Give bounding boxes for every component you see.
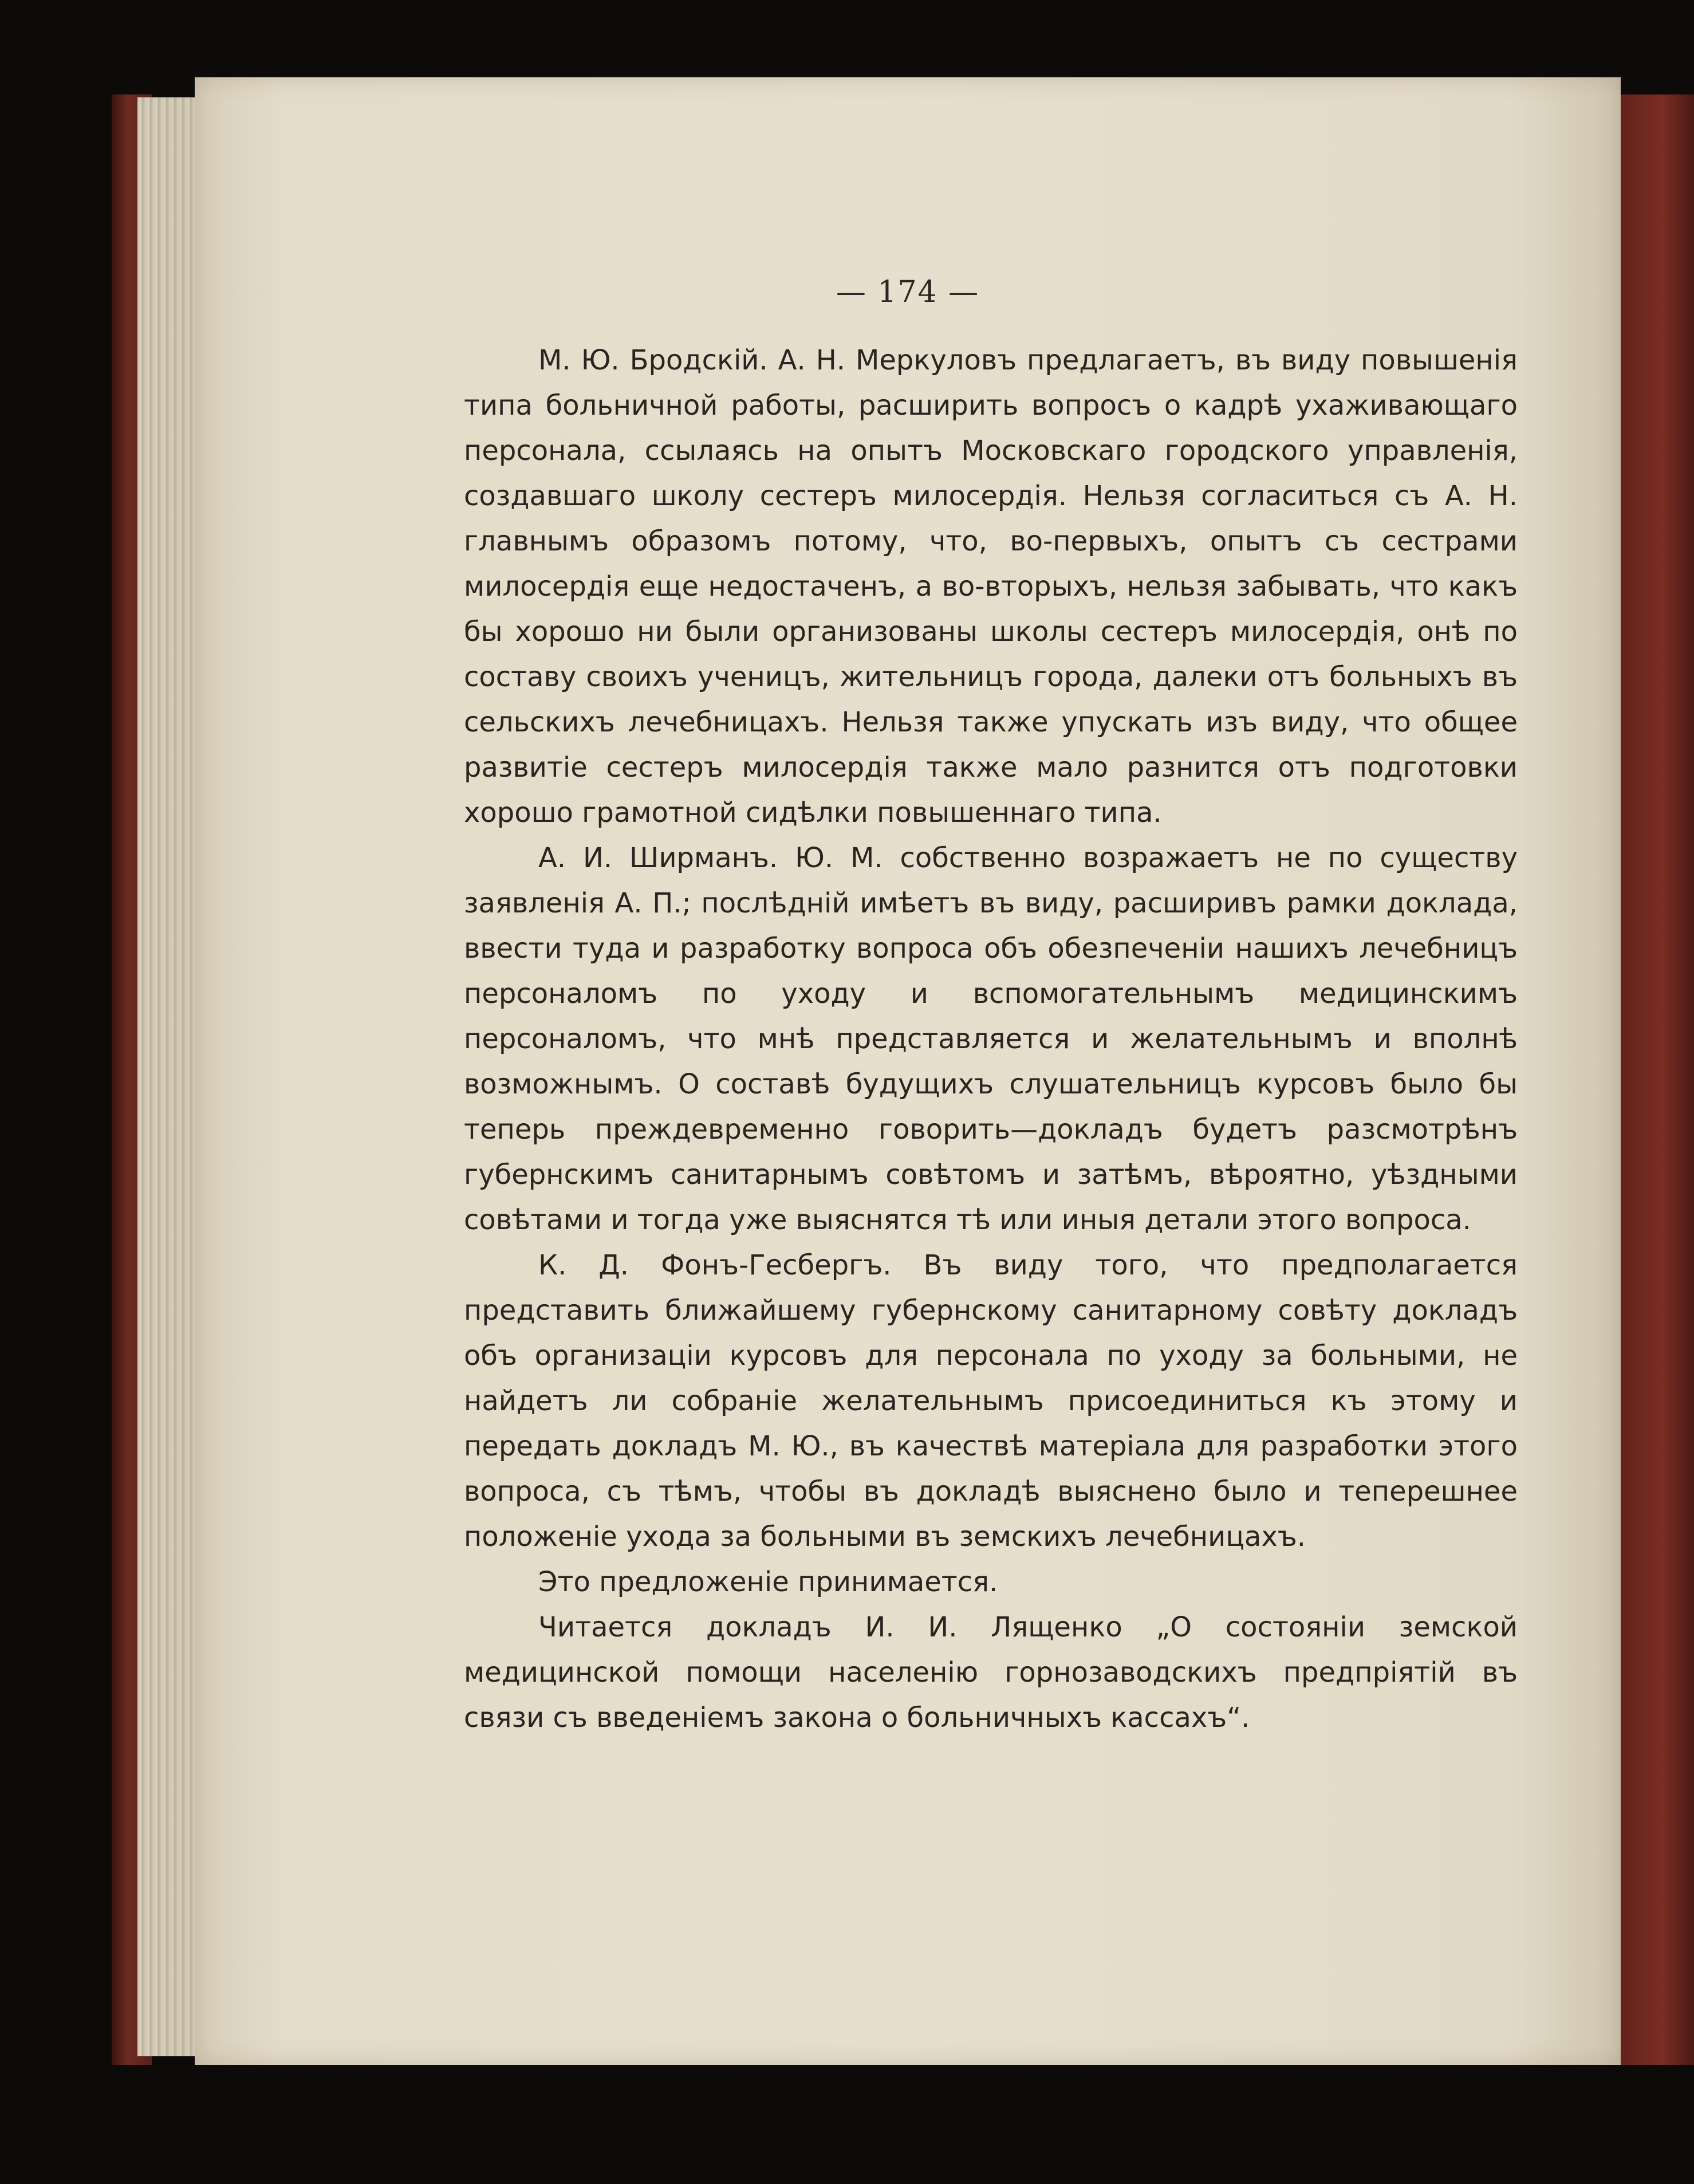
paragraph-report-reading: Читается докладъ И. И. Лященко „О состояніи земской медицинской помощи населенію горнозаводскихъ предпріятій въ связи съ введеніемъ закона о больничныхъ кассахъ“. (464, 1611, 1518, 1734)
book-cover-right (1615, 95, 1694, 2065)
page-text (464, 338, 1518, 1741)
paragraph-shirman: А. И. Ширманъ. Ю. М. собственно возражаетъ не по существу заявленія А. П.; послѣдній имѣетъ въ виду, расширивъ рамки доклада, ввести туда и разработку вопроса объ обезпеченіи нашихъ лечебницъ персоналомъ по уходу и вспомогательнымъ медицинскимъ персоналомъ, что мнѣ представляется и желательнымъ и вполнѣ возможнымъ. О составѣ будущихъ слушательницъ курсовъ было бы теперь преждевременно говорить—докладъ будетъ разсмотрѣнъ губернскимъ санитарнымъ совѣтомъ и затѣмъ, вѣроятно, уѣздными совѣтами и тогда уже выяснятся тѣ или иныя детали этого вопроса. (464, 842, 1518, 1236)
page-number: — 174 — (836, 275, 980, 309)
paragraph-von-gesberg: К. Д. Фонъ-Гесбергъ. Въ виду того, что предполагается представить ближайшему губернскому санитарному совѣту докладъ объ организаціи курсовъ для персонала по уходу за больными, не найдетъ ли собраніе желательнымъ присоединиться къ этому и передать докладъ М. Ю., въ качествѣ матеріала для разработки этого вопроса, съ тѣмъ, чтобы въ докладѣ выяснено было и теперешнее положеніе ухода за больными въ земскихъ лечебницахъ. (464, 1249, 1518, 1553)
paragraph-proposal-accepted: Это предложеніе принимается. (538, 1566, 998, 1598)
book-page (195, 77, 1621, 2065)
paragraph-brodsky: М. Ю. Бродскій. А. Н. Меркуловъ предлагаетъ, въ виду повышенія типа больничной работы, расширить вопросъ о кадрѣ ухаживающаго персонала, ссылаясь на опытъ Московскаго городского управленія, создавшаго школу сестеръ милосердія. Нельзя согласиться съ А. Н. главнымъ образомъ потому, что, во-первыхъ, опытъ съ сестрами милосердія еще недостаченъ, а во-вторыхъ, нельзя забывать, что какъ бы хорошо ни были организованы школы сестеръ милосердія, онѣ по составу своихъ ученицъ, жительницъ города, далеки отъ больныхъ въ сельскихъ лечебницахъ. Нельзя также упускать изъ виду, что общее развитіе сестеръ милосердія также мало разнится отъ подготовки хорошо грамотной сидѣлки повышеннаго типа. (464, 344, 1518, 829)
